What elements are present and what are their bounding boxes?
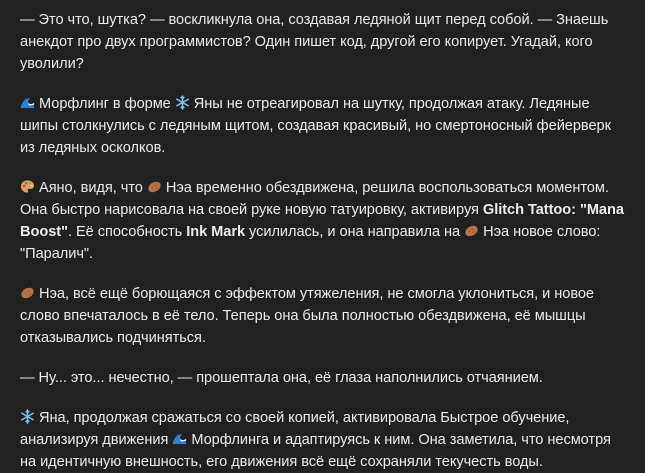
paragraph-text: усилилась, и она направила на xyxy=(245,224,465,240)
snowflake-icon xyxy=(20,409,35,424)
paragraph-text: Нэа, всё ещё борющаяся с эффектом утяжеления, не смогла уклониться, и новое слово впечаталось в её тело. Теперь она была полностью обездвижена, её мышцы отказывались подчиняться. xyxy=(20,286,594,346)
paragraph-yana-learning xyxy=(20,407,625,473)
water-wave-icon xyxy=(172,431,187,446)
paragraph-nea-paralyzed xyxy=(20,283,625,349)
water-wave-icon xyxy=(20,95,35,110)
potato-icon xyxy=(464,223,479,238)
snowflake-icon xyxy=(175,95,190,110)
paragraph-text: Морфлинг в форме xyxy=(35,96,175,112)
potato-icon xyxy=(147,179,162,194)
artist-palette-icon xyxy=(20,179,35,194)
paragraph-morphling-attack xyxy=(20,93,625,159)
ability-name: Ink Mark xyxy=(186,224,246,240)
paragraph-text: . Её способность xyxy=(67,224,187,240)
paragraph-nea-whisper xyxy=(20,367,625,389)
paragraph-text: — Это что, шутка? — воскликнула она, создавая ледяной щит перед собой. — Знаешь анекдот про двух программистов? Один пишет код, другой его копирует. Угадай, кого уволили? xyxy=(20,12,609,72)
paragraph-joke xyxy=(20,9,625,75)
paragraph-text: Нэа новое слово: "Паралич". xyxy=(20,224,601,262)
potato-icon xyxy=(20,285,35,300)
paragraph-text: Нэа временно обездвижена, решила воспользоваться моментом. Она быстро нарисовала на своей руке новую татуировку, активируя xyxy=(20,180,609,218)
paragraph-text: Аяно, видя, что xyxy=(35,180,147,196)
paragraph-text: Яна, продолжая сражаться со своей копией, активировала Быстрое обучение, анализируя движения xyxy=(20,410,570,448)
paragraph-text: Яны не отреагировал на шутку, продолжая атаку. Ледяные шипы столкнулись с ледяным щитом, создавая красивый, но смертоносный фейерверк из ледяных осколков. xyxy=(20,96,611,156)
paragraph-text: — Ну... это... нечестно, — прошептала она, её глаза наполнились отчаянием. xyxy=(20,370,543,386)
paragraph-text: Морфлинга и адаптируясь к ним. Она заметила, что несмотря на идентичную внешность, его движения всё ещё сохраняли текучесть воды. xyxy=(20,432,611,470)
glitch-tattoo-name: Glitch Tattoo: "Mana Boost" xyxy=(20,202,624,240)
paragraph-ayano-tattoo xyxy=(20,177,625,265)
